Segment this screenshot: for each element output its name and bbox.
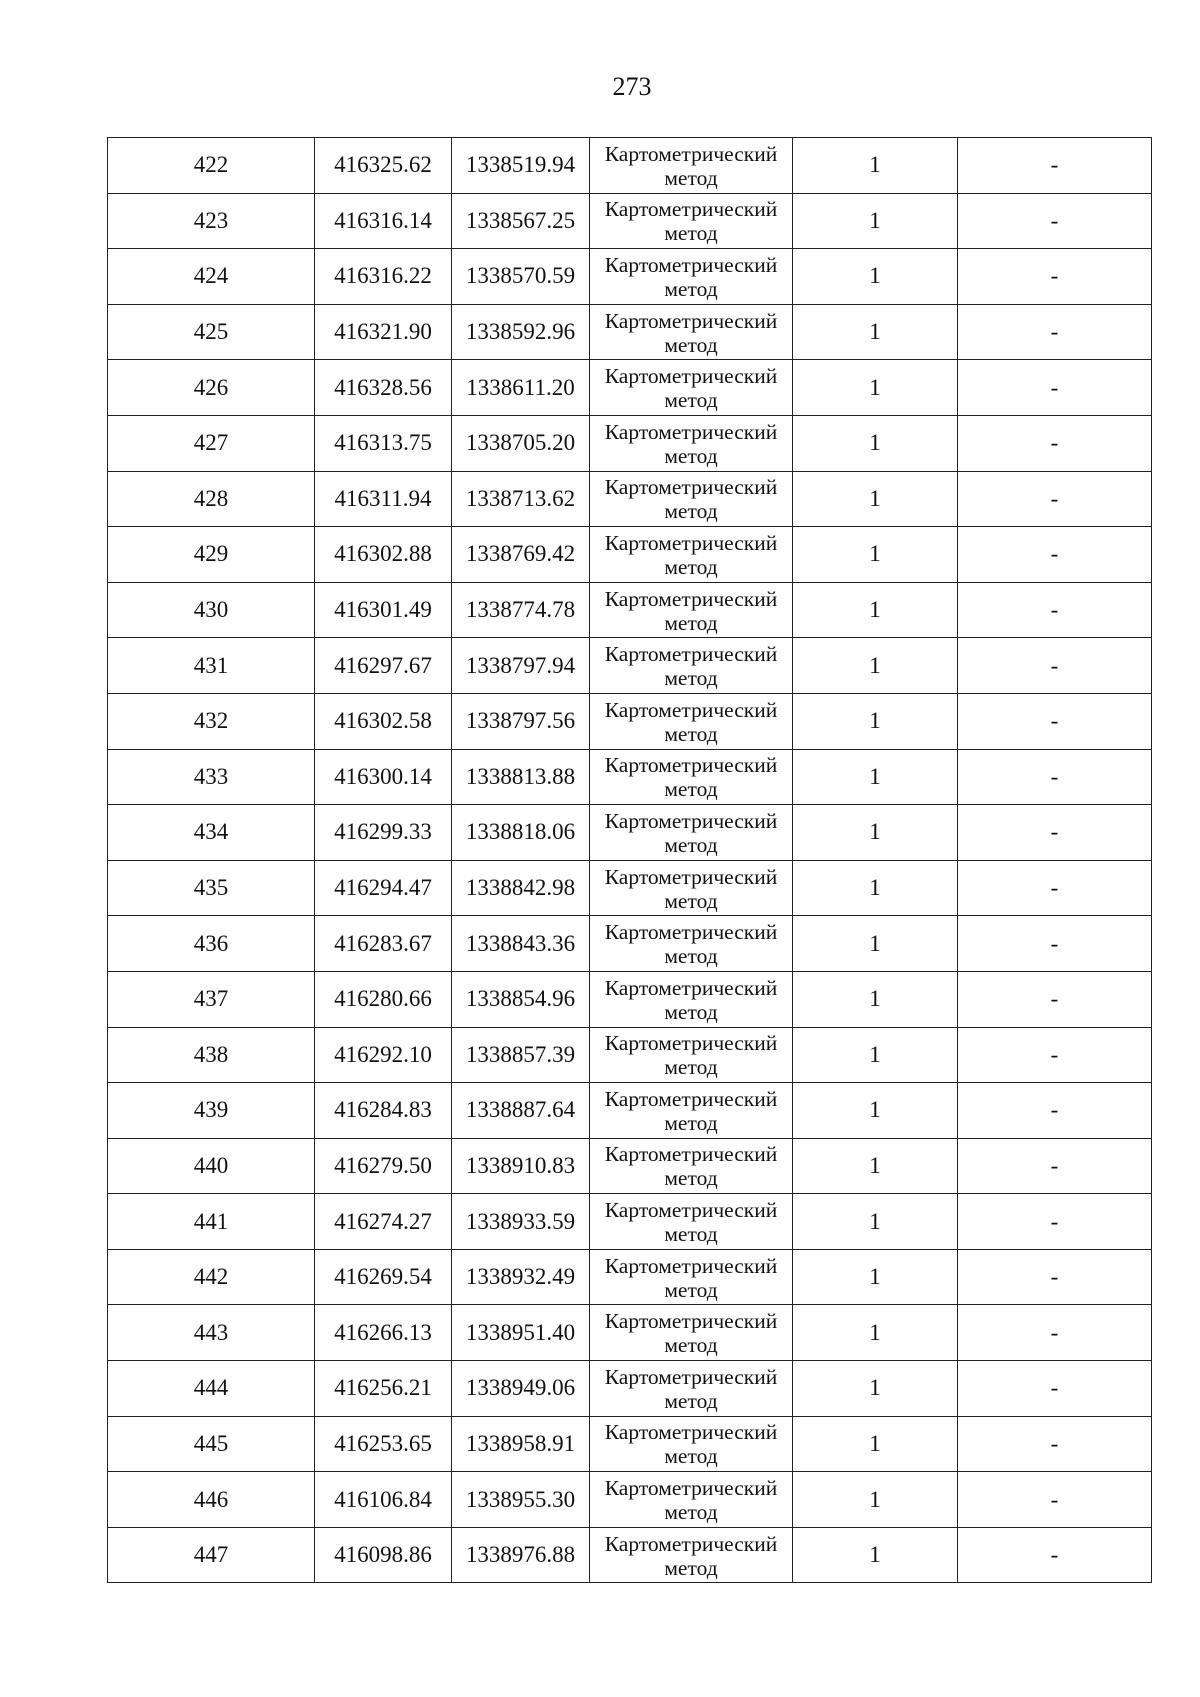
table-row: [108, 1138, 1152, 1194]
point-number-cell: 424: [108, 249, 315, 305]
table-row: [108, 1361, 1152, 1417]
y-coordinate-cell: 1338887.64: [452, 1083, 590, 1139]
table-row: [108, 249, 1152, 305]
method-line-1: Картометрический: [604, 252, 778, 277]
accuracy-cell: 1: [793, 1083, 958, 1139]
coordinates-table-body: [108, 138, 1152, 1583]
method-cell: [590, 138, 793, 194]
y-coordinate-cell: 1338519.94: [452, 138, 590, 194]
y-coordinate-cell: 1338797.56: [452, 693, 590, 749]
table-row: [108, 527, 1152, 583]
method-line-1: Картометрический: [604, 141, 778, 166]
method-line-1: Картометрический: [604, 419, 778, 444]
y-coordinate-cell: 1338976.88: [452, 1527, 590, 1583]
method-cell: [590, 471, 793, 527]
note-cell: -: [958, 1138, 1152, 1194]
method-line-2: метод: [664, 1166, 718, 1191]
point-number-cell: 438: [108, 1027, 315, 1083]
method-line-2: метод: [664, 499, 718, 524]
accuracy-cell: 1: [793, 527, 958, 583]
method-line-2: метод: [664, 443, 718, 468]
table-row: [108, 471, 1152, 527]
point-number-cell: 441: [108, 1194, 315, 1250]
point-number-cell: 444: [108, 1361, 315, 1417]
x-coordinate-cell: 416325.62: [315, 138, 452, 194]
table-row: [108, 971, 1152, 1027]
x-coordinate-cell: 416300.14: [315, 749, 452, 805]
accuracy-cell: 1: [793, 360, 958, 416]
method-line-1: Картометрический: [604, 1420, 778, 1445]
y-coordinate-cell: 1338910.83: [452, 1138, 590, 1194]
method-line-2: метод: [664, 221, 718, 246]
method-line-2: метод: [664, 777, 718, 802]
point-number-cell: 446: [108, 1472, 315, 1528]
method-line-2: метод: [664, 165, 718, 190]
x-coordinate-cell: 416266.13: [315, 1305, 452, 1361]
method-cell: [590, 1527, 793, 1583]
method-cell: [590, 360, 793, 416]
accuracy-cell: 1: [793, 1472, 958, 1528]
accuracy-cell: 1: [793, 693, 958, 749]
point-number-cell: 447: [108, 1527, 315, 1583]
note-cell: -: [958, 860, 1152, 916]
method-line-2: метод: [664, 944, 718, 969]
table-row: [108, 415, 1152, 471]
note-cell: -: [958, 304, 1152, 360]
accuracy-cell: 1: [793, 415, 958, 471]
method-line-2: метод: [664, 610, 718, 635]
table-row: [108, 193, 1152, 249]
x-coordinate-cell: 416280.66: [315, 971, 452, 1027]
x-coordinate-cell: 416297.67: [315, 638, 452, 694]
note-cell: -: [958, 971, 1152, 1027]
accuracy-cell: 1: [793, 860, 958, 916]
note-cell: -: [958, 749, 1152, 805]
point-number-cell: 436: [108, 916, 315, 972]
method-line-1: Картометрический: [604, 530, 778, 555]
accuracy-cell: 1: [793, 1249, 958, 1305]
note-cell: -: [958, 1083, 1152, 1139]
method-line-1: Картометрический: [604, 975, 778, 1000]
table-row: [108, 1027, 1152, 1083]
accuracy-cell: 1: [793, 138, 958, 194]
method-line-2: метод: [664, 1500, 718, 1525]
y-coordinate-cell: 1338933.59: [452, 1194, 590, 1250]
method-cell: [590, 249, 793, 305]
method-line-1: Картометрический: [604, 1198, 778, 1223]
note-cell: -: [958, 415, 1152, 471]
method-line-1: Картометрический: [604, 697, 778, 722]
y-coordinate-cell: 1338951.40: [452, 1305, 590, 1361]
point-number-cell: 423: [108, 193, 315, 249]
note-cell: -: [958, 249, 1152, 305]
accuracy-cell: 1: [793, 1361, 958, 1417]
method-line-2: метод: [664, 1055, 718, 1080]
method-line-1: Картометрический: [604, 1476, 778, 1501]
table-row: [108, 916, 1152, 972]
point-number-cell: 437: [108, 971, 315, 1027]
accuracy-cell: 1: [793, 1527, 958, 1583]
accuracy-cell: 1: [793, 304, 958, 360]
x-coordinate-cell: 416253.65: [315, 1416, 452, 1472]
method-cell: [590, 860, 793, 916]
y-coordinate-cell: 1338713.62: [452, 471, 590, 527]
point-number-cell: 443: [108, 1305, 315, 1361]
method-cell: [590, 1083, 793, 1139]
point-number-cell: 433: [108, 749, 315, 805]
method-cell: [590, 1305, 793, 1361]
method-line-2: метод: [664, 666, 718, 691]
method-line-2: метод: [664, 554, 718, 579]
method-line-1: Картометрический: [604, 753, 778, 778]
method-line-2: метод: [664, 1277, 718, 1302]
method-cell: [590, 971, 793, 1027]
accuracy-cell: 1: [793, 249, 958, 305]
point-number-cell: 445: [108, 1416, 315, 1472]
method-cell: [590, 1194, 793, 1250]
y-coordinate-cell: 1338949.06: [452, 1361, 590, 1417]
y-coordinate-cell: 1338570.59: [452, 249, 590, 305]
accuracy-cell: 1: [793, 582, 958, 638]
x-coordinate-cell: 416301.49: [315, 582, 452, 638]
method-line-1: Картометрический: [604, 364, 778, 389]
point-number-cell: 431: [108, 638, 315, 694]
x-coordinate-cell: 416302.58: [315, 693, 452, 749]
y-coordinate-cell: 1338932.49: [452, 1249, 590, 1305]
y-coordinate-cell: 1338774.78: [452, 582, 590, 638]
x-coordinate-cell: 416106.84: [315, 1472, 452, 1528]
x-coordinate-cell: 416302.88: [315, 527, 452, 583]
x-coordinate-cell: 416283.67: [315, 916, 452, 972]
x-coordinate-cell: 416299.33: [315, 805, 452, 861]
note-cell: -: [958, 805, 1152, 861]
y-coordinate-cell: 1338818.06: [452, 805, 590, 861]
x-coordinate-cell: 416313.75: [315, 415, 452, 471]
note-cell: -: [958, 582, 1152, 638]
method-line-1: Картометрический: [604, 1086, 778, 1111]
method-cell: [590, 805, 793, 861]
accuracy-cell: 1: [793, 1194, 958, 1250]
note-cell: -: [958, 1416, 1152, 1472]
table-row: [108, 860, 1152, 916]
accuracy-cell: 1: [793, 916, 958, 972]
point-number-cell: 434: [108, 805, 315, 861]
method-cell: [590, 1472, 793, 1528]
table-row: [108, 805, 1152, 861]
table-row: [108, 1305, 1152, 1361]
note-cell: -: [958, 1472, 1152, 1528]
x-coordinate-cell: 416256.21: [315, 1361, 452, 1417]
point-number-cell: 429: [108, 527, 315, 583]
method-cell: [590, 1138, 793, 1194]
note-cell: -: [958, 1249, 1152, 1305]
method-cell: [590, 1027, 793, 1083]
note-cell: -: [958, 638, 1152, 694]
y-coordinate-cell: 1338705.20: [452, 415, 590, 471]
method-cell: [590, 916, 793, 972]
point-number-cell: 439: [108, 1083, 315, 1139]
x-coordinate-cell: 416321.90: [315, 304, 452, 360]
method-cell: [590, 1416, 793, 1472]
note-cell: -: [958, 1194, 1152, 1250]
y-coordinate-cell: 1338854.96: [452, 971, 590, 1027]
method-cell: [590, 638, 793, 694]
method-line-1: Картометрический: [604, 1364, 778, 1389]
method-line-1: Картометрический: [604, 1531, 778, 1556]
method-line-2: метод: [664, 276, 718, 301]
table-row: [108, 693, 1152, 749]
method-line-2: метод: [664, 888, 718, 913]
table-row: [108, 360, 1152, 416]
table-row: [108, 1527, 1152, 1583]
note-cell: -: [958, 471, 1152, 527]
table-row: [108, 138, 1152, 194]
method-cell: [590, 693, 793, 749]
method-cell: [590, 582, 793, 638]
y-coordinate-cell: 1338843.36: [452, 916, 590, 972]
method-line-1: Картометрический: [604, 1142, 778, 1167]
table-row: [108, 582, 1152, 638]
y-coordinate-cell: 1338955.30: [452, 1472, 590, 1528]
y-coordinate-cell: 1338813.88: [452, 749, 590, 805]
x-coordinate-cell: 416279.50: [315, 1138, 452, 1194]
method-line-2: метод: [664, 999, 718, 1024]
method-line-1: Картометрический: [604, 475, 778, 500]
y-coordinate-cell: 1338567.25: [452, 193, 590, 249]
method-line-1: Картометрический: [604, 586, 778, 611]
note-cell: -: [958, 1027, 1152, 1083]
method-line-2: метод: [664, 1222, 718, 1247]
note-cell: -: [958, 693, 1152, 749]
method-line-1: Картометрический: [604, 808, 778, 833]
method-line-1: Картометрический: [604, 864, 778, 889]
point-number-cell: 427: [108, 415, 315, 471]
method-cell: [590, 527, 793, 583]
table-row: [108, 749, 1152, 805]
coordinates-table: [107, 137, 1152, 1583]
note-cell: -: [958, 916, 1152, 972]
point-number-cell: 426: [108, 360, 315, 416]
note-cell: -: [958, 1527, 1152, 1583]
x-coordinate-cell: 416311.94: [315, 471, 452, 527]
table-row: [108, 1416, 1152, 1472]
point-number-cell: 432: [108, 693, 315, 749]
method-line-2: метод: [664, 721, 718, 746]
method-cell: [590, 415, 793, 471]
y-coordinate-cell: 1338857.39: [452, 1027, 590, 1083]
accuracy-cell: 1: [793, 805, 958, 861]
point-number-cell: 440: [108, 1138, 315, 1194]
method-line-1: Картометрический: [604, 1031, 778, 1056]
note-cell: -: [958, 360, 1152, 416]
x-coordinate-cell: 416284.83: [315, 1083, 452, 1139]
point-number-cell: 442: [108, 1249, 315, 1305]
accuracy-cell: 1: [793, 471, 958, 527]
x-coordinate-cell: 416316.14: [315, 193, 452, 249]
method-line-1: Картометрический: [604, 197, 778, 222]
method-line-2: метод: [664, 1388, 718, 1413]
x-coordinate-cell: 416328.56: [315, 360, 452, 416]
point-number-cell: 425: [108, 304, 315, 360]
method-cell: [590, 749, 793, 805]
table-row: [108, 304, 1152, 360]
method-line-2: метод: [664, 1333, 718, 1358]
note-cell: -: [958, 1361, 1152, 1417]
method-line-1: Картометрический: [604, 1309, 778, 1334]
table-row: [108, 1249, 1152, 1305]
note-cell: -: [958, 1305, 1152, 1361]
x-coordinate-cell: 416269.54: [315, 1249, 452, 1305]
point-number-cell: 435: [108, 860, 315, 916]
accuracy-cell: 1: [793, 1027, 958, 1083]
note-cell: -: [958, 193, 1152, 249]
method-line-2: метод: [664, 832, 718, 857]
y-coordinate-cell: 1338797.94: [452, 638, 590, 694]
method-line-2: метод: [664, 1555, 718, 1580]
method-line-1: Картометрический: [604, 642, 778, 667]
point-number-cell: 430: [108, 582, 315, 638]
method-cell: [590, 1249, 793, 1305]
method-line-1: Картометрический: [604, 308, 778, 333]
method-line-2: метод: [664, 1444, 718, 1469]
method-line-2: метод: [664, 388, 718, 413]
point-number-cell: 422: [108, 138, 315, 194]
accuracy-cell: 1: [793, 1138, 958, 1194]
accuracy-cell: 1: [793, 749, 958, 805]
x-coordinate-cell: 416274.27: [315, 1194, 452, 1250]
x-coordinate-cell: 416292.10: [315, 1027, 452, 1083]
point-number-cell: 428: [108, 471, 315, 527]
method-line-1: Картометрический: [604, 1253, 778, 1278]
x-coordinate-cell: 416098.86: [315, 1527, 452, 1583]
method-line-2: метод: [664, 332, 718, 357]
method-cell: [590, 193, 793, 249]
method-line-2: метод: [664, 1110, 718, 1135]
accuracy-cell: 1: [793, 1416, 958, 1472]
y-coordinate-cell: 1338842.98: [452, 860, 590, 916]
table-row: [108, 638, 1152, 694]
note-cell: -: [958, 138, 1152, 194]
table-row: [108, 1472, 1152, 1528]
method-line-1: Картометрический: [604, 920, 778, 945]
accuracy-cell: 1: [793, 193, 958, 249]
y-coordinate-cell: 1338958.91: [452, 1416, 590, 1472]
accuracy-cell: 1: [793, 638, 958, 694]
page-number: 273: [612, 72, 652, 101]
method-cell: [590, 304, 793, 360]
y-coordinate-cell: 1338611.20: [452, 360, 590, 416]
accuracy-cell: 1: [793, 1305, 958, 1361]
table-row: [108, 1083, 1152, 1139]
note-cell: -: [958, 527, 1152, 583]
method-cell: [590, 1361, 793, 1417]
x-coordinate-cell: 416294.47: [315, 860, 452, 916]
accuracy-cell: 1: [793, 971, 958, 1027]
y-coordinate-cell: 1338592.96: [452, 304, 590, 360]
y-coordinate-cell: 1338769.42: [452, 527, 590, 583]
table-row: [108, 1194, 1152, 1250]
x-coordinate-cell: 416316.22: [315, 249, 452, 305]
